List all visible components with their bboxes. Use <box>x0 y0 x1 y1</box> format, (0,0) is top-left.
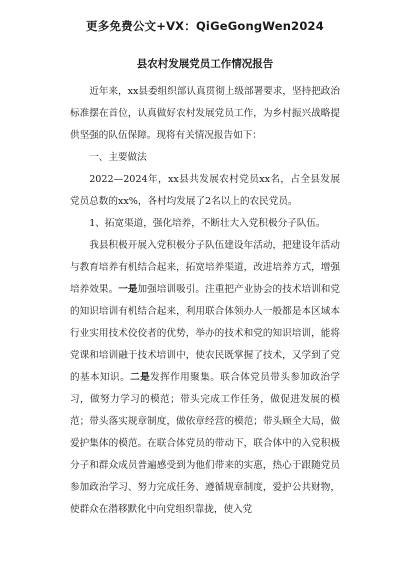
intro-paragraph: 近年来，xx县委组织部认真贯彻上级部署要求，坚持把政治标准摆在首位，认真做好农村发展党员工作，为乡村振兴战略提供坚强的队伍保障。现将有关情况报告如下： <box>70 86 340 141</box>
lead-second: 二是 <box>130 372 151 383</box>
body-text-part3: 发挥作用聚集。联合体党员带头参加政治学习，做努力学习的模范；带头完成工作任务，做促进发展的模范；带头落实规章制度，做依章经营的模范；带头顾全大局，做爱护集体的模范。在联合体党员的带动下，联合体中的入党积极分子和群众成员普遍感受到为他们带来的实惠，热心于跟随党员参加政治学习、努力完成任务、遵循规章制度，爱护公共财物，使群众在潜移默化中向党组织靠拢，使入党 <box>70 372 340 515</box>
body-text-part2: 加强培训吸引。注重把产业协会的技术培训和党的知识培训有机结合起来，利用联合体领办人一般都是本区域本行业实用技术佼佼者的优势，举办的技术和党的知识培训，能将党课和培训融于技术培训中，使农民既掌握了技术，又学到了党的基本知识。 <box>70 284 341 383</box>
document-title: 县农村发展党员工作情况报告 <box>136 58 274 70</box>
lead-first: 一是 <box>118 284 138 295</box>
subsection-heading-1: 1、拓宽渠道，强化培养，不断壮大入党积极分子队伍。 <box>89 218 326 229</box>
section-heading-main-practices: 一、主要做法 <box>89 152 147 163</box>
body-text-part1: 我县积极开展入党积极分子队伍建设年活动，把建设年活动与教育培养有机结合起来，拓宽培养渠道，改进培养方式，增强培养效果。 <box>70 240 340 295</box>
watermark-header: 更多免费公文+VX：QiGeGongWen2024 <box>86 19 324 33</box>
statistics-paragraph: 2022—2024年，xx县共发展农村党员xx名，占全县发展党员总数的xx%，各村均发展了2名以上的农民党员。 <box>70 174 340 207</box>
body-paragraph <box>70 235 340 521</box>
